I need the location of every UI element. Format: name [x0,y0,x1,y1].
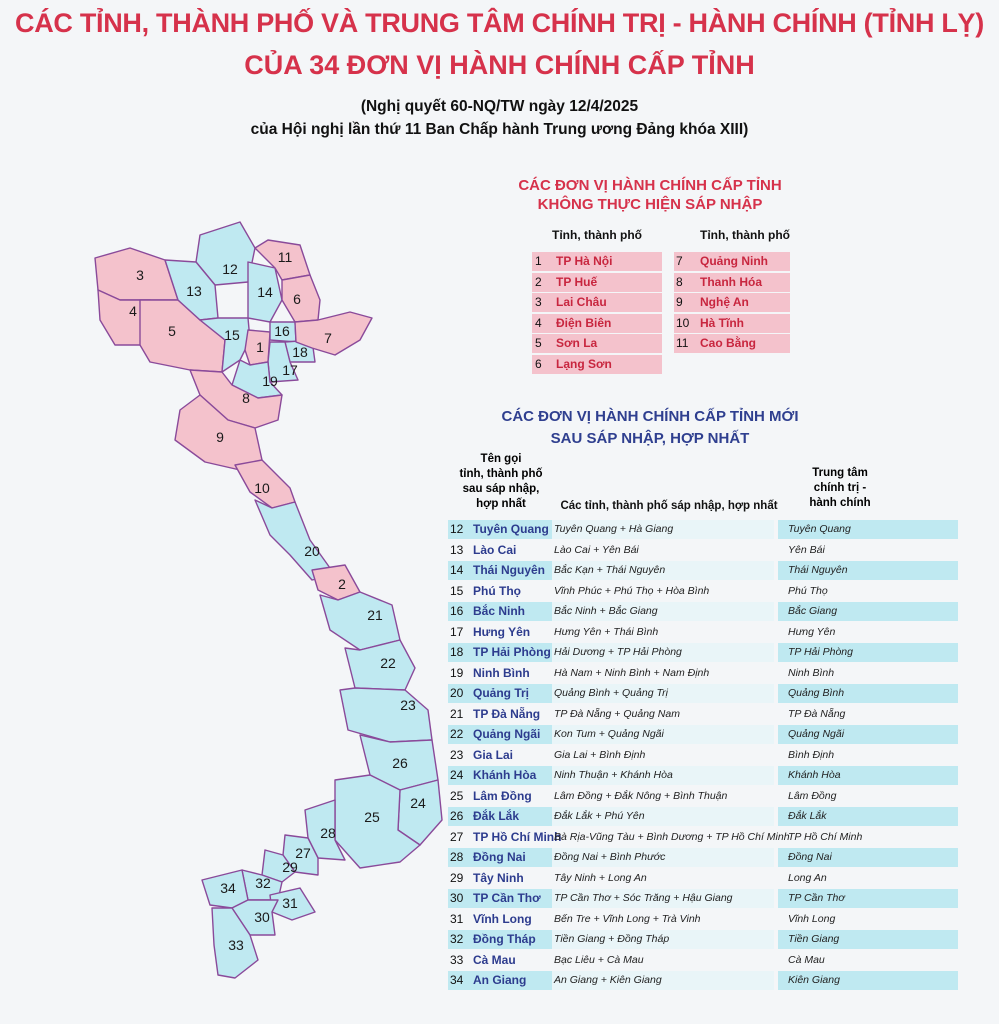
sec1-left-name: Lai Châu [556,295,607,309]
col1-header-line: hợp nhất [476,498,526,510]
row-center: Phú Thọ [788,584,828,597]
row-number: 26 [450,809,464,823]
section2-col3-header [790,466,890,511]
row-merged: Tây Ninh + Long An [554,871,647,884]
table-row [448,766,958,785]
row-center: Long An [788,871,827,884]
row-new-name: An Giang [473,973,527,987]
sec1-right-name: Thanh Hóa [700,274,762,289]
row-center: TP Hải Phòng [788,646,853,658]
row-merged: Kon Tum + Quảng Ngãi [554,728,664,740]
svg-text:31: 31 [282,895,298,911]
svg-text:34: 34 [220,880,236,896]
row-number: 23 [450,747,464,762]
sec1-right-name: Nghệ An [700,295,749,309]
section1-col-header-left: Tỉnh, thành phố [552,228,642,242]
table-row [448,664,958,683]
sec1-right-num: 11 [676,336,689,350]
svg-text:19: 19 [262,373,278,389]
row-new-name: Thái Nguyên [473,563,546,577]
row-number: 12 [450,522,464,536]
row-center: Thái Nguyên [788,564,848,576]
table-row [448,951,958,970]
col1-header-line: sau sáp nhập, [462,483,540,495]
row-center: Bình Định [788,748,835,761]
row-number: 20 [450,686,464,700]
svg-text:16: 16 [274,323,290,339]
table-row [448,582,958,601]
svg-text:6: 6 [293,291,301,307]
row-merged: Vĩnh Phúc + Phú Thọ + Hòa Bình [554,584,710,597]
row-merged: Lâm Đồng + Đắk Nông + Bình Thuận [554,789,728,802]
svg-text:21: 21 [367,607,383,623]
sec1-right-name: Cao Bằng [700,336,757,350]
section2-heading-line-2: SAU SÁP NHẬP, HỢP NHẤT [550,430,750,447]
vietnam-map [80,210,460,1020]
row-merged: Hưng Yên + Thái Bình [554,625,659,638]
row-merged: Quảng Bình + Quảng Trị [554,687,668,699]
section1-heading-line-1: CÁC ĐƠN VỊ HÀNH CHÍNH CẤP TỈNH [518,177,782,194]
row-merged: Đắk Lắk + Phú Yên [554,810,645,822]
row-new-name: Đồng Tháp [473,932,536,946]
row-center: Quảng Bình [788,687,845,699]
svg-text:29: 29 [282,859,298,875]
title-line-2: CỦA 34 ĐƠN VỊ HÀNH CHÍNH CẤP TỈNH [244,50,755,80]
row-number: 34 [450,973,464,987]
row-merged: Gia Lai + Bình Định [554,748,646,761]
table-row [448,910,958,929]
svg-text:17: 17 [282,362,298,378]
col3-header-line: hành chính [809,497,871,509]
row-new-name: Tuyên Quang [473,522,549,536]
row-merged: TP Cần Thơ + Sóc Trăng + Hậu Giang [554,892,733,904]
row-merged: Tiền Giang + Đồng Tháp [554,933,670,945]
col3-header-line: chính trị - [813,482,867,494]
sec1-right-num: 8 [676,274,683,289]
svg-text:27: 27 [295,845,311,861]
row-new-name: Đắk Lắk [473,809,520,823]
svg-text:9: 9 [216,429,224,445]
row-number: 15 [450,583,464,598]
row-new-name: Cà Mau [473,952,516,967]
sec1-left-name: Lạng Sơn [556,356,612,371]
subtitle-line-2: của Hội nghị lần thứ 11 Ban Chấp hành Trung ương Đảng khóa XIII) [250,121,749,138]
col3-header-line: Trung tâm [812,467,868,479]
sec1-left-name: Điện Biên [556,315,612,330]
col1-header-line: tỉnh, thành phố [459,468,543,480]
table-row [448,684,958,703]
row-new-name: Lâm Đồng [473,788,532,803]
sec1-left-name: Sơn La [556,336,598,350]
table-row [448,520,958,539]
svg-text:13: 13 [186,283,202,299]
row-number: 19 [450,665,464,680]
sec1-right-num: 7 [676,254,683,268]
svg-text:28: 28 [320,825,336,841]
row-merged: Bắc Kạn + Thái Nguyên [554,564,666,576]
sec1-left-num: 1 [535,254,542,268]
svg-text:12: 12 [222,261,238,277]
row-number: 21 [450,706,464,721]
sec1-left-num: 2 [535,274,542,289]
table-row [448,889,958,908]
svg-text:8: 8 [242,390,250,406]
row-number: 25 [450,788,464,803]
row-number: 13 [450,542,464,557]
title-line-1: CÁC TỈNH, THÀNH PHỐ VÀ TRUNG TÂM CHÍNH TRỊ - HÀNH CHÍNH (TỈNH LỴ) [15,8,984,38]
svg-text:1: 1 [256,339,264,355]
svg-text:23: 23 [400,697,416,713]
svg-text:18: 18 [292,344,308,360]
sec1-left-name: TP Huế [556,274,598,289]
row-number: 27 [450,829,464,844]
row-number: 30 [450,891,464,905]
table-row [448,746,958,765]
row-center: Khánh Hòa [788,769,841,781]
table-row [448,643,958,662]
row-number: 33 [450,952,464,967]
row-number: 22 [450,727,464,741]
row-center: Quảng Ngãi [788,728,845,740]
table-row [448,705,958,724]
region-6 [282,275,320,322]
svg-text:30: 30 [254,909,270,925]
sec1-left-num: 3 [535,295,542,309]
region-23 [340,688,432,742]
row-new-name: Quảng Ngãi [473,727,541,741]
row-new-name: Vĩnh Long [473,911,532,926]
row-center: Hưng Yên [788,625,836,638]
row-merged: Hà Nam + Ninh Bình + Nam Định [554,666,710,679]
row-new-name: Bắc Ninh [473,604,526,618]
row-number: 31 [450,911,464,926]
table-row [448,930,958,949]
row-number: 16 [450,604,464,618]
sec1-left-num: 5 [535,336,542,350]
row-new-name: Hưng Yên [473,624,531,639]
section1-heading-line-2: KHÔNG THỰC HIỆN SÁP NHẬP [537,196,763,213]
row-merged: An Giang + Kiên Giang [554,974,662,986]
svg-text:32: 32 [255,875,271,891]
svg-text:25: 25 [364,809,380,825]
table-row [448,807,958,826]
row-center: TP Hồ Chí Minh [788,830,863,843]
svg-text:5: 5 [168,323,176,339]
sec1-right-num: 10 [676,315,690,330]
row-number: 14 [450,563,464,577]
sec1-left-name: TP Hà Nội [556,254,613,268]
table-row [448,623,958,642]
row-new-name: Gia Lai [473,747,514,762]
row-new-name: Quảng Trị [473,686,530,700]
row-new-name: TP Hải Phòng [473,645,551,659]
row-center: Vĩnh Long [788,912,836,925]
row-number: 17 [450,624,464,639]
table-row [448,541,958,560]
row-center: Cà Mau [788,953,825,966]
row-merged: Bến Tre + Vĩnh Long + Trà Vinh [554,912,701,925]
row-number: 32 [450,932,464,946]
row-merged: Bà Rịa-Vũng Tàu + Bình Dương + TP Hồ Chí Minh [554,830,790,843]
row-new-name: Lào Cai [473,542,517,557]
row-center: Kiên Giang [788,974,840,986]
section2-heading-line-1: CÁC ĐƠN VỊ HÀNH CHÍNH CẤP TỈNH MỚI [501,408,799,425]
row-merged: Bạc Liêu + Cà Mau [554,953,644,966]
row-merged: Ninh Thuận + Khánh Hòa [554,769,673,781]
sec1-left-num: 6 [535,356,542,371]
region-21 [320,592,400,650]
row-center: Tiền Giang [788,933,840,945]
row-number: 18 [450,645,464,659]
row-center: Ninh Bình [788,666,835,679]
section1-col-header-right: Tỉnh, thành phố [700,228,790,242]
row-new-name: Phú Thọ [473,583,521,598]
svg-text:3: 3 [136,267,144,283]
svg-text:24: 24 [410,795,426,811]
table-row [448,725,958,744]
table-row [448,848,958,867]
row-center: Tuyên Quang [788,523,851,535]
row-merged: Bắc Ninh + Bắc Giang [554,605,658,617]
section2-col2-header: Các tỉnh, thành phố sáp nhập, hợp nhất [560,500,778,512]
row-merged: Đồng Nai + Bình Phước [554,851,666,863]
row-merged: Tuyên Quang + Hà Giang [554,523,674,535]
table-row [448,561,958,580]
row-center: Lâm Đồng [788,789,837,802]
svg-text:22: 22 [380,655,396,671]
row-new-name: Khánh Hòa [473,768,537,782]
row-number: 24 [450,768,464,782]
row-new-name: TP Cần Thơ [473,891,541,905]
row-center: Bắc Giang [788,605,838,617]
row-number: 29 [450,870,464,885]
table-row [448,869,958,888]
svg-text:20: 20 [304,543,320,559]
row-number: 28 [450,850,464,864]
svg-text:15: 15 [224,327,240,343]
table-row [448,828,958,847]
sec1-right-name: Hà Tĩnh [700,315,744,330]
svg-text:14: 14 [257,284,273,300]
svg-text:7: 7 [324,330,332,346]
svg-text:11: 11 [277,249,293,265]
row-new-name: TP Hồ Chí Minh [473,829,562,844]
row-center: TP Đà Nẵng [788,707,846,720]
section2-col1-header [446,452,556,512]
sec1-left-num: 4 [535,315,542,330]
table-row [448,787,958,806]
row-new-name: Ninh Bình [473,665,530,680]
col1-header-line: Tên gọi [480,453,522,465]
row-new-name: TP Đà Nẵng [473,706,541,721]
svg-text:4: 4 [129,303,137,319]
row-merged: Lào Cai + Yên Bái [554,543,639,556]
row-center: TP Cần Thơ [788,892,845,904]
row-new-name: Tây Ninh [473,870,524,885]
row-center: Đắk Lắk [788,810,827,822]
row-merged: Hải Dương + TP Hải Phòng [554,646,682,658]
row-center: Đồng Nai [788,851,832,863]
subtitle-line-1: (Nghị quyết 60-NQ/TW ngày 12/4/2025 [360,98,639,115]
svg-text:26: 26 [392,755,408,771]
svg-text:2: 2 [338,576,346,592]
sec1-right-name: Quảng Ninh [700,254,768,268]
svg-text:33: 33 [228,937,244,953]
table-row [448,602,958,621]
row-center: Yên Bái [788,543,825,556]
row-new-name: Đồng Nai [473,850,526,864]
row-merged: TP Đà Nẵng + Quảng Nam [554,707,680,720]
table-row [448,971,958,990]
svg-text:10: 10 [254,480,270,496]
sec1-right-num: 9 [676,295,683,309]
